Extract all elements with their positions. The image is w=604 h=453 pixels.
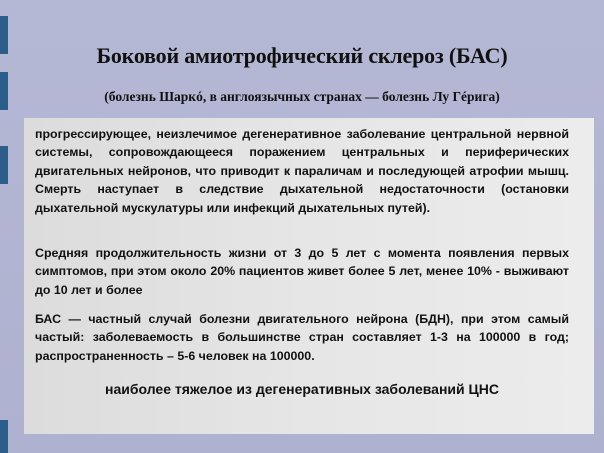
paragraph-epidemiology: БАС — частный случай болезни двигательного нейрона (БДН), при этом самый частый: заболеваемость в большинстве стран составляет 1-3 на 100000 в год; распространенность – 5-6 человек на 100000. xyxy=(35,312,569,363)
accent-bar xyxy=(0,146,8,184)
slide-subtitle: (болезнь Шаркó, в англоязычных странах — болезнь Лу Гéрига) xyxy=(104,89,500,104)
paragraph-life-expectancy: Средняя продолжительность жизни от 3 до 5 лет с момента появления первых симптомов, при этом около 20% пациентов живет более 5 лет, менее 10% - выживают до 10 лет и более xyxy=(35,246,569,297)
paragraph-definition: прогрессирующее, неизлечимое дегенеративное заболевание центральной нервной системы, сопровождающееся поражением центральных и периферических двигательных нейронов, что приводит к параличам и последующей атрофии мышц. Смерть наступает в следствие дыхательной недостаточности (остановки дыхательной мускулатуры или инфекций дыхательных путей). xyxy=(35,127,569,215)
slide-conclusion: наиболее тяжелое из дегенеративных заболеваний ЦНС xyxy=(105,381,499,397)
accent-bar xyxy=(0,420,8,453)
slide-title: Боковой амиотрофический склероз (БАС) xyxy=(96,43,508,68)
